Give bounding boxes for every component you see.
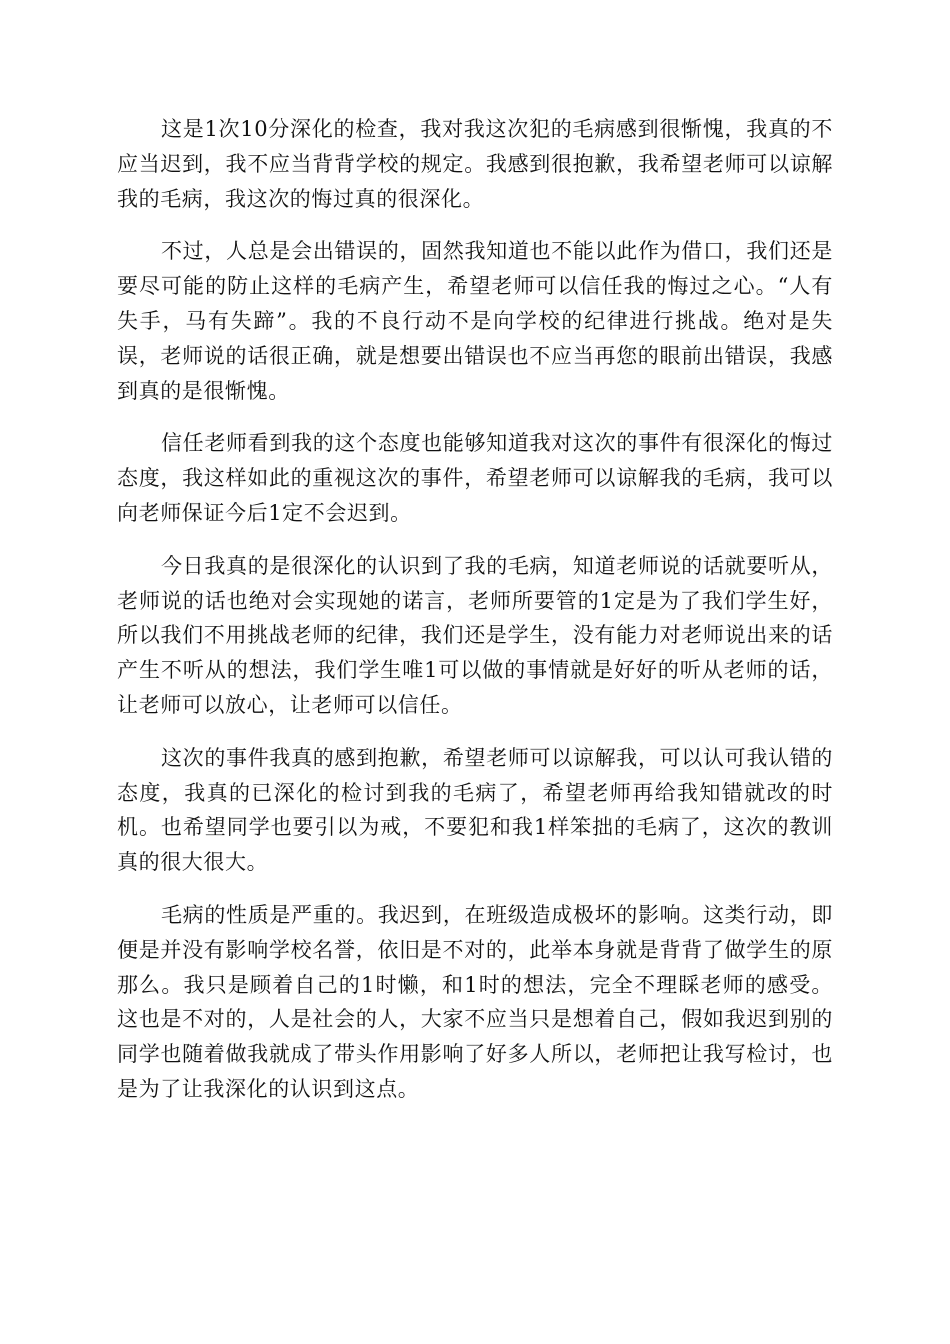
paragraph: 不过，人总是会出错误的，固然我知道也不能以此作为借口，我们还是要尽可能的防止这样的毛病产生，希望老师可以信任我的悔过之心。“人有失手，马有失蹄”。我的不良行动不是向学校的纪律进行挑战。绝对是失误，老师说的话很正确，就是想要出错误也不应当再您的眼前出错误，我感到真的是很惭愧。 xyxy=(117,239,833,403)
paragraph: 今日我真的是很深化的认识到了我的毛病，知道老师说的话就要听从，老师说的话也绝对会实现她的诺言，老师所要管的1定是为了我们学生好，所以我们不用挑战老师的纪律，我们还是学生，没有能力对老师说出来的话产生不听从的想法，我们学生唯1可以做的事情就是好好的听从老师的话，让老师可以放心，让老师可以信任。 xyxy=(117,553,833,717)
document-body xyxy=(117,112,833,1125)
paragraph: 这是1次10分深化的检查，我对我这次犯的毛病感到很惭愧，我真的不应当迟到，我不应当背背学校的规定。我感到很抱歉，我希望老师可以谅解我的毛病，我这次的悔过真的很深化。 xyxy=(117,117,833,211)
paragraph: 信任老师看到我的这个态度也能够知道我对这次的事件有很深化的悔过态度，我这样如此的重视这次的事件，希望老师可以谅解我的毛病，我可以向老师保证今后1定不会迟到。 xyxy=(117,431,833,525)
paragraph: 毛病的性质是严重的。我迟到，在班级造成极坏的影响。这类行动，即便是并没有影响学校名誉，依旧是不对的，此举本身就是背背了做学生的原那么。我只是顾着自己的1时懒，和1时的想法，完全不理睬老师的感受。这也是不对的，人是社会的人，大家不应当只是想着自己，假如我迟到别的同学也随着做我就成了带头作用影响了好多人所以，老师把让我写检讨，也是为了让我深化的认识到这点。 xyxy=(117,902,833,1101)
paragraph: 这次的事件我真的感到抱歉，希望老师可以谅解我，可以认可我认错的态度，我真的已深化的检讨到我的毛病了，希望老师再给我知错就改的时机。也希望同学也要引以为戒，不要犯和我1样笨拙的毛病了，这次的教训真的很大很大。 xyxy=(117,745,833,875)
